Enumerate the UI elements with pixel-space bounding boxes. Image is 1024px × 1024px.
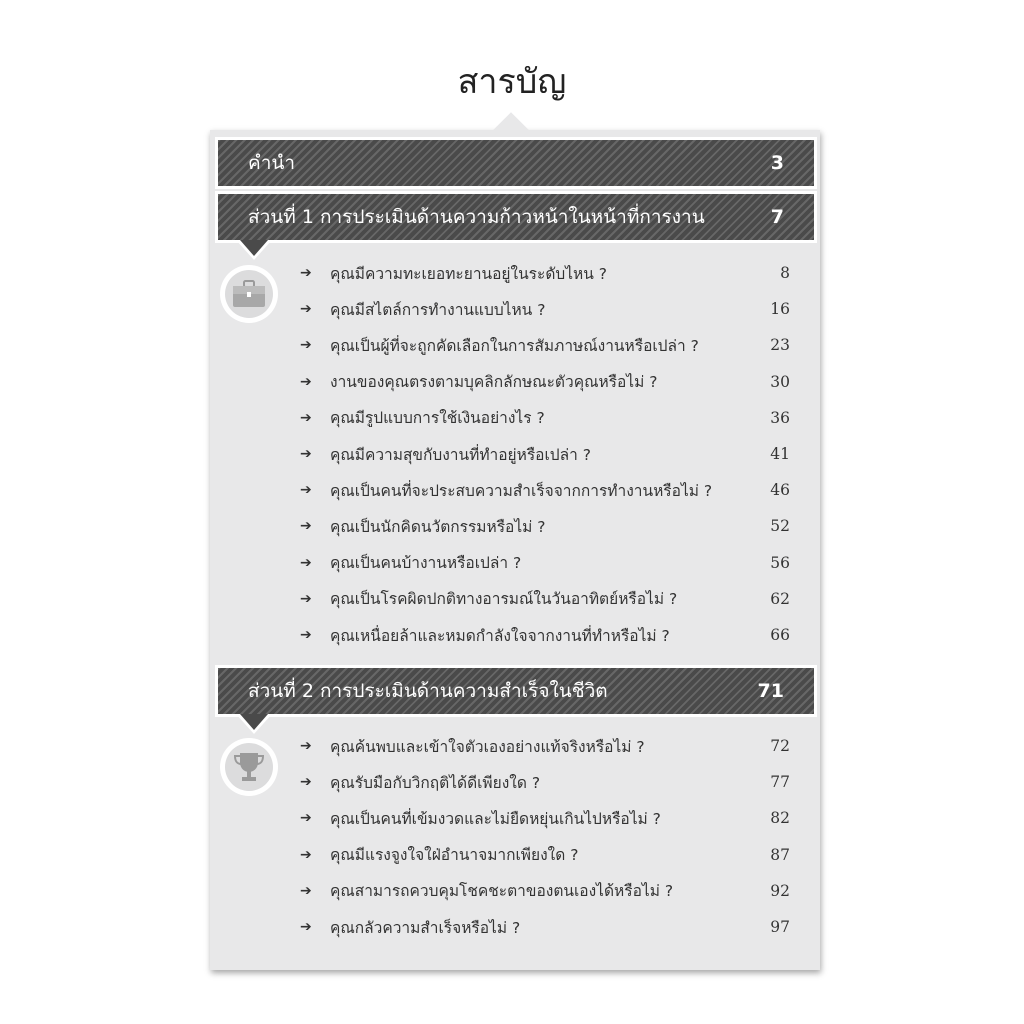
- toc-entry-title: คุณสามารถควบคุมโชคชะตาของตนเองได้หรือไม่ ?: [330, 882, 674, 901]
- arrow-right-icon: ➔: [300, 265, 312, 281]
- toc-entry-page: 8: [780, 264, 790, 282]
- toc-entry[interactable]: [300, 550, 790, 576]
- toc-entry-page: 41: [770, 445, 790, 463]
- arrow-right-icon: ➔: [300, 482, 312, 499]
- section-2-icon-badge: [220, 738, 278, 796]
- toc-entry[interactable]: [300, 842, 790, 868]
- preface-title: คำนำ: [248, 152, 296, 174]
- toc-entry[interactable]: [300, 405, 790, 431]
- toc-entry-title: คุณมีความสุขกับงานที่ทำอยู่หรือเปล่า ?: [330, 445, 591, 464]
- toc-entry[interactable]: [300, 914, 790, 940]
- arrow-right-icon: ➔: [300, 409, 312, 426]
- toc-entry-title: คุณเหนื่อยล้าและหมดกำลังใจจากงานที่ทำหรือไม่ ?: [330, 626, 670, 645]
- toc-entry[interactable]: [300, 878, 790, 904]
- toc-entry[interactable]: [300, 441, 790, 467]
- toc-entry-page: 36: [770, 408, 790, 427]
- toc-entry[interactable]: [300, 296, 790, 322]
- toc-entry-page: 77: [770, 773, 790, 792]
- arrow-right-icon: ➔: [300, 882, 312, 899]
- toc-entry-page: 16: [770, 300, 790, 319]
- toc-entry-title: คุณเป็นคนบ้างานหรือเปล่า ?: [330, 554, 522, 573]
- arrow-right-icon: ➔: [300, 590, 312, 607]
- toc-entry[interactable]: [300, 622, 790, 648]
- section-1-title: ส่วนที่ 1 การประเมินด้านความก้าวหน้าในหน้าที่การงาน: [248, 206, 705, 228]
- arrow-right-icon: ➔: [300, 373, 312, 390]
- arrow-right-icon: ➔: [300, 738, 312, 754]
- toc-entry-title: คุณมีแรงจูงใจใฝ่อำนาจมากเพียงใด ?: [330, 846, 579, 865]
- toc-entry-page: 56: [770, 553, 790, 572]
- trophy-icon: [232, 750, 266, 784]
- section-1-tail: [240, 240, 268, 256]
- toc-entry-title: คุณมีสไตล์การทำงานแบบไหน ?: [330, 300, 546, 319]
- toc-entry-page: 52: [770, 517, 790, 536]
- toc-entry[interactable]: [300, 805, 790, 831]
- toc-entry-title: คุณค้นพบและเข้าใจตัวเองอย่างแท้จริงหรือไม่ ?: [330, 737, 645, 756]
- toc-entry-title: คุณเป็นนักคิดนวัตกรรมหรือไม่ ?: [330, 517, 546, 536]
- toc-entry-page: 23: [770, 336, 790, 355]
- toc-entry-title: คุณเป็นคนที่จะประสบความสำเร็จจากการทำงานหรือไม่ ?: [330, 481, 713, 500]
- arrow-right-icon: ➔: [300, 554, 312, 571]
- toc-entry-title: คุณกลัวความสำเร็จหรือไม่ ?: [330, 918, 521, 937]
- toc-entry-page: 66: [770, 626, 790, 644]
- toc-entry-page: 92: [770, 881, 790, 900]
- toc-entry[interactable]: [300, 586, 790, 612]
- arrow-right-icon: ➔: [300, 337, 312, 354]
- section-1-header[interactable]: [218, 194, 814, 240]
- toc-entry[interactable]: [300, 733, 790, 759]
- toc-entry-title: คุณเป็นผู้ที่จะถูกคัดเลือกในการสัมภาษณ์งานหรือเปล่า ?: [330, 336, 699, 355]
- toc-entry-page: 97: [770, 918, 790, 936]
- arrow-right-icon: ➔: [300, 518, 312, 535]
- arrow-right-icon: ➔: [300, 301, 312, 318]
- toc-entry-title: คุณมีความทะเยอทะยานอยู่ในระดับไหน ?: [330, 264, 607, 283]
- section-2-header[interactable]: [218, 668, 814, 714]
- toc-entry-page: 82: [770, 809, 790, 828]
- arrow-right-icon: ➔: [300, 774, 312, 791]
- arrow-right-icon: ➔: [300, 627, 312, 643]
- toc-entry-title: งานของคุณตรงตามบุคลิกลักษณะตัวคุณหรือไม่ ?: [330, 373, 658, 392]
- toc-entry-page: 87: [770, 845, 790, 864]
- toc-entry[interactable]: [300, 332, 790, 358]
- toc-entry[interactable]: [300, 477, 790, 503]
- toc-entry-title: คุณเป็นคนที่เข้มงวดและไม่ยืดหยุ่นเกินไปหรือไม่ ?: [330, 809, 661, 828]
- toc-entry[interactable]: [300, 369, 790, 395]
- section-1-icon-badge: [220, 265, 278, 323]
- arrow-right-icon: ➔: [300, 446, 312, 462]
- arrow-right-icon: ➔: [300, 846, 312, 863]
- briefcase-icon: [232, 280, 266, 308]
- toc-entry-title: คุณมีรูปแบบการใช้เงินอย่างไร ?: [330, 409, 545, 428]
- arrow-right-icon: ➔: [300, 919, 312, 935]
- toc-entry-page: 72: [770, 737, 790, 755]
- section-2-title: ส่วนที่ 2 การประเมินด้านความสำเร็จในชีวิต: [248, 680, 608, 702]
- toc-entry-title: คุณเป็นโรคผิดปกติทางอารมณ์ในวันอาทิตย์หรือไม่ ?: [330, 590, 678, 609]
- section-1-page: 7: [770, 206, 784, 228]
- toc-entry[interactable]: [300, 513, 790, 539]
- section-2-page: 71: [757, 680, 784, 702]
- section-2-tail: [240, 714, 268, 730]
- toc-entry[interactable]: [300, 769, 790, 795]
- toc-entry-page: 30: [770, 372, 790, 391]
- preface-page: 3: [770, 152, 784, 174]
- toc-entry-page: 46: [770, 481, 790, 500]
- toc-entry-title: คุณรับมือกับวิกฤติได้ดีเพียงใด ?: [330, 773, 541, 792]
- page-title: สารบัญ: [457, 62, 567, 102]
- toc-entry[interactable]: [300, 260, 790, 286]
- toc-entry-page: 62: [770, 589, 790, 608]
- toc-preface-bar[interactable]: [218, 140, 814, 186]
- arrow-right-icon: ➔: [300, 810, 312, 827]
